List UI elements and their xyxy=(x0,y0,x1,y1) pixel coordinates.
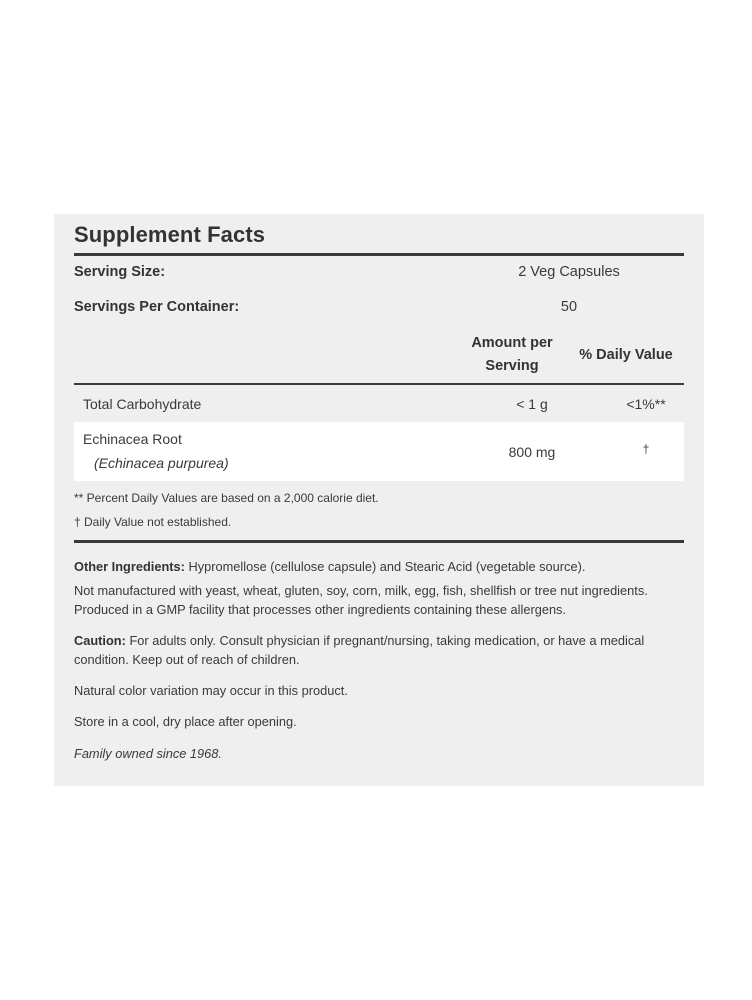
daily-value-header: % Daily Value xyxy=(579,347,673,363)
storage-note: Store in a cool, dry place after opening. xyxy=(74,714,297,729)
other-ingredients-label: Other Ingredients: xyxy=(74,559,185,574)
other-ingredients xyxy=(74,557,674,576)
color-variation-note: Natural color variation may occur in this product. xyxy=(74,683,348,698)
caution-text: For adults only. Consult physician if pregnant/nursing, taking medication, or have a medical condition. Keep out of reach of children. xyxy=(74,633,645,667)
serving-size-value: 2 Veg Capsules xyxy=(518,264,620,280)
nutrient-row xyxy=(74,422,684,481)
nutrient-name: Echinacea Root xyxy=(83,431,182,447)
amount-header-line2: Serving xyxy=(485,358,539,374)
supplement-facts-panel xyxy=(54,214,704,786)
amount-per-serving-header xyxy=(452,332,572,378)
footnote-not-established: † Daily Value not established. xyxy=(74,515,232,529)
allergen-statement: Not manufactured with yeast, wheat, gluten, soy, corn, milk, egg, fish, shellfish or tree nut ingredients. Produced in a GMP facility that processes other ingredients containing these allergens. xyxy=(74,583,648,617)
serving-size-label: Serving Size: xyxy=(74,264,166,280)
title-rule xyxy=(74,253,684,256)
nutrient-amount: 800 mg xyxy=(508,444,556,460)
footnote-daily-values: ** Percent Daily Values are based on a 2,000 calorie diet. xyxy=(74,491,379,505)
nutrient-subname: (Echinacea purpurea) xyxy=(94,455,229,471)
other-ingredients-text: Hypromellose (cellulose capsule) and Stearic Acid (vegetable source). xyxy=(188,559,586,574)
caution-label: Caution: xyxy=(74,633,126,648)
nutrient-amount: < 1 g xyxy=(516,396,548,412)
panel-title: Supplement Facts xyxy=(74,222,266,247)
family-owned-note: Family owned since 1968. xyxy=(74,746,222,761)
footnote-rule xyxy=(74,540,684,543)
servings-per-container-value: 50 xyxy=(560,299,578,315)
nutrient-name: Total Carbohydrate xyxy=(83,396,202,412)
nutrient-daily-value: † xyxy=(642,442,650,456)
nutrient-row xyxy=(74,386,684,422)
caution-statement xyxy=(74,631,674,669)
amount-header-line1: Amount per xyxy=(471,335,553,351)
nutrient-daily-value: <1%** xyxy=(626,396,666,412)
header-rule xyxy=(74,383,684,385)
servings-per-container-label: Servings Per Container: xyxy=(74,299,240,315)
